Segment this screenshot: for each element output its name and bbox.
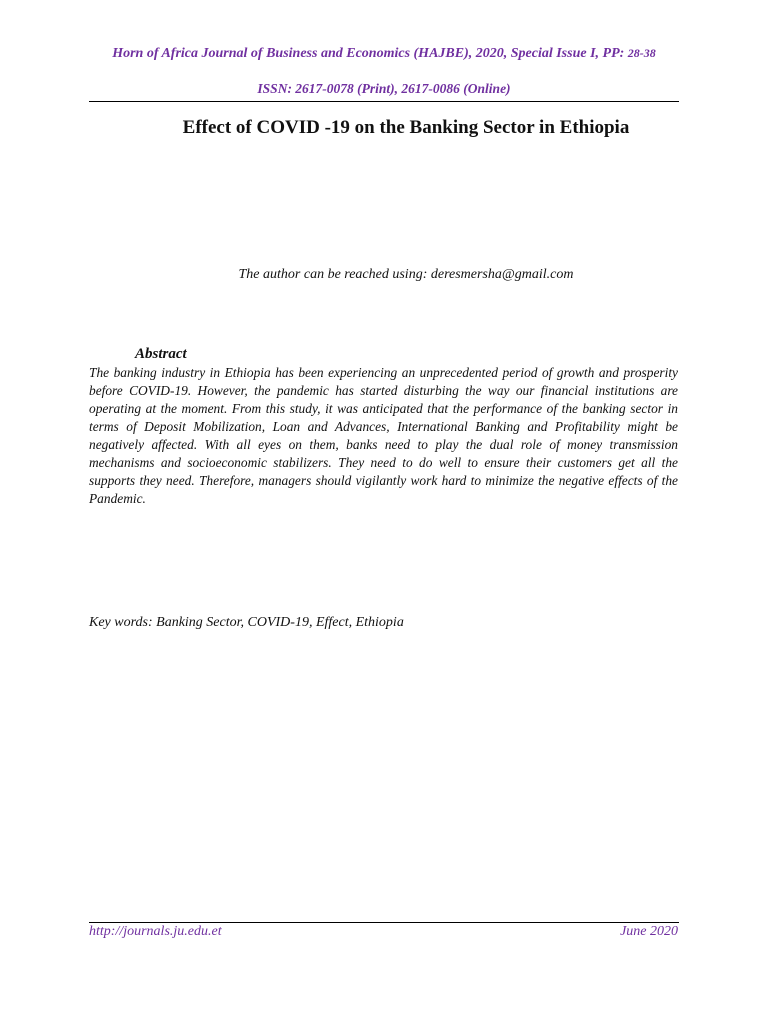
issn-line: ISSN: 2617-0078 (Print), 2617-0086 (Online) [257, 81, 511, 96]
paper-title: Effect of COVID -19 on the Banking Sector in Ethiopia [182, 117, 630, 138]
footer-divider [89, 922, 679, 923]
abstract-body: The banking industry in Ethiopia has been experiencing an unprecedented period of growth and prosperity before COVID-19. However, the pandemic has started disturbing the way our financial institutions are operating at the moment. From this study, it was anticipated that the performance of the banking sector in terms of Deposit Mobilization, Loan and Advances, International Banking and Profitability might be negatively affected. With all eyes on them, banks need to play the dual role of money transmission mechanisms and socioeconomic stabilizers. They need to do well to ensure their customers get all the supports they need. Therefore, managers should vigilantly work hard to minimize the negative effects of the Pandemic. [89, 365, 678, 506]
footer-url-link[interactable]: http://journals.ju.edu.et [89, 924, 222, 939]
author-contact: The author can be reached using: deresmersha@gmail.com [238, 267, 574, 282]
abstract-heading: Abstract [135, 346, 187, 362]
keywords: Key words: Banking Sector, COVID-19, Effect, Ethiopia [89, 615, 404, 630]
page-range: 28-38 [627, 46, 656, 60]
footer-date: June 2020 [620, 924, 678, 939]
header-divider [89, 101, 679, 102]
journal-title: Horn of Africa Journal of Business and Economics (HAJBE), 2020, Special Issue I, PP: [112, 46, 628, 61]
journal-title-line [0, 46, 768, 62]
